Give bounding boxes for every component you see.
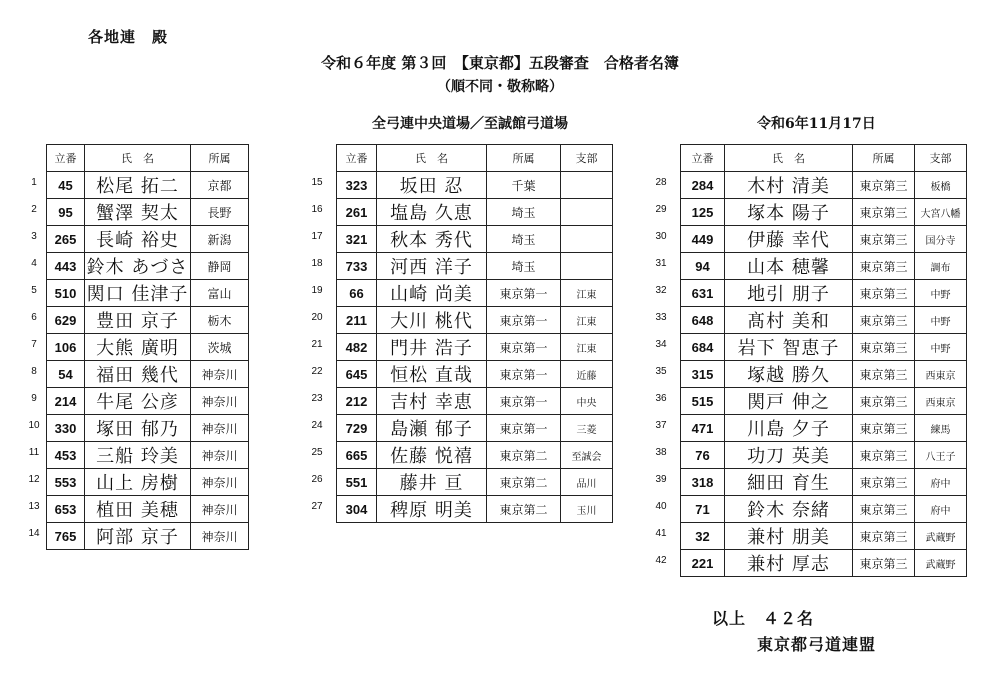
row-index: 34 [655,339,667,350]
cell-number: 551 [337,469,377,496]
cell-branch: 中野 [915,307,967,334]
cell-name: 三船 玲美 [85,442,191,469]
table-row [681,415,967,442]
cell-branch [561,199,613,226]
cell-number: 212 [337,388,377,415]
cell-number: 729 [337,415,377,442]
row-index: 15 [311,177,323,188]
row-index: 41 [655,528,667,539]
cell-affiliation: 東京第一 [487,415,561,442]
cell-affiliation: 茨城 [191,334,249,361]
table-row [681,523,967,550]
cell-branch: 玉川 [561,496,613,523]
cell-number: 648 [681,307,725,334]
cell-number: 629 [47,307,85,334]
cell-affiliation: 東京第一 [487,307,561,334]
column-header-branch: 支部 [561,145,613,172]
cell-affiliation: 神奈川 [191,388,249,415]
table-row [337,415,613,442]
cell-branch: 江東 [561,334,613,361]
cell-affiliation: 東京第三 [853,199,915,226]
row-index: 11 [28,447,40,458]
cell-name: 松尾 拓二 [85,172,191,199]
cell-name: 門井 浩子 [377,334,487,361]
table-row [681,334,967,361]
cell-affiliation: 東京第一 [487,280,561,307]
row-index: 6 [31,312,37,323]
document-subtitle: （順不同・敬称略） [437,79,563,95]
cell-number: 71 [681,496,725,523]
cell-branch: 品川 [561,469,613,496]
row-index: 40 [655,501,667,512]
row-index: 19 [311,285,323,296]
row-index: 8 [31,366,37,377]
row-index: 12 [28,474,40,485]
roster-table-1 [46,144,249,550]
row-index: 33 [655,312,667,323]
cell-branch: 江東 [561,307,613,334]
cell-branch: 中央 [561,388,613,415]
table-row [337,388,613,415]
table-row [681,550,967,577]
table-row [47,523,249,550]
cell-affiliation: 東京第一 [487,334,561,361]
cell-affiliation: 神奈川 [191,523,249,550]
organization-name: 東京都弓道連盟 [757,635,877,654]
cell-number: 318 [681,469,725,496]
row-index: 20 [311,312,323,323]
cell-name: 兼村 厚志 [725,550,853,577]
exam-date: 令和6年11月17日 [757,116,876,132]
table-row [47,280,249,307]
cell-name: 植田 美穂 [85,496,191,523]
cell-affiliation: 神奈川 [191,496,249,523]
cell-name: 吉村 幸恵 [377,388,487,415]
table-row [47,469,249,496]
cell-branch: 三菱 [561,415,613,442]
row-index: 27 [311,501,323,512]
document-title: 令和６年度 第３回 【東京都】五段審査 合格者名簿 [321,54,679,72]
cell-branch [561,172,613,199]
table-row [47,415,249,442]
cell-affiliation: 千葉 [487,172,561,199]
table-row [681,307,967,334]
column-header-number: 立番 [337,145,377,172]
cell-number: 54 [47,361,85,388]
cell-name: 塚本 陽子 [725,199,853,226]
table-row [47,442,249,469]
cell-number: 510 [47,280,85,307]
cell-affiliation: 東京第三 [853,442,915,469]
cell-branch: 近藤 [561,361,613,388]
cell-affiliation: 東京第三 [853,253,915,280]
cell-number: 665 [337,442,377,469]
cell-number: 265 [47,226,85,253]
cell-branch: 国分寺 [915,226,967,253]
table-row [337,199,613,226]
cell-affiliation: 東京第二 [487,442,561,469]
table-row [681,442,967,469]
cell-affiliation: 東京第一 [487,388,561,415]
cell-branch: 西東京 [915,361,967,388]
cell-number: 94 [681,253,725,280]
cell-affiliation: 京都 [191,172,249,199]
cell-number: 32 [681,523,725,550]
cell-name: 佐藤 悦禧 [377,442,487,469]
table-row [681,226,967,253]
cell-number: 453 [47,442,85,469]
table-row [47,172,249,199]
cell-affiliation: 東京第三 [853,334,915,361]
cell-branch: 西東京 [915,388,967,415]
row-index: 7 [31,339,37,350]
cell-name: 藤井 亘 [377,469,487,496]
table-row [681,361,967,388]
cell-affiliation: 神奈川 [191,361,249,388]
cell-affiliation: 東京第一 [487,361,561,388]
row-index: 10 [28,420,40,431]
cell-name: 河西 洋子 [377,253,487,280]
cell-branch: 中野 [915,280,967,307]
cell-affiliation: 新潟 [191,226,249,253]
row-index: 5 [31,285,37,296]
cell-name: 細田 育生 [725,469,853,496]
cell-name: 兼村 朋美 [725,523,853,550]
table-row [337,280,613,307]
row-index: 17 [311,231,323,242]
cell-number: 304 [337,496,377,523]
row-index: 22 [311,366,323,377]
cell-affiliation: 東京第二 [487,496,561,523]
cell-number: 211 [337,307,377,334]
cell-number: 76 [681,442,725,469]
cell-affiliation: 東京第三 [853,280,915,307]
cell-number: 323 [337,172,377,199]
cell-branch: 武蔵野 [915,550,967,577]
cell-number: 443 [47,253,85,280]
cell-number: 106 [47,334,85,361]
cell-affiliation: 東京第三 [853,523,915,550]
row-index: 31 [655,258,667,269]
table-row [47,388,249,415]
cell-branch: 調布 [915,253,967,280]
cell-affiliation: 東京第三 [853,307,915,334]
table-header-row [681,145,967,172]
cell-branch: 府中 [915,496,967,523]
cell-affiliation: 東京第三 [853,496,915,523]
row-index: 25 [311,447,323,458]
row-index: 30 [655,231,667,242]
cell-name: 長崎 裕史 [85,226,191,253]
table-header-row [47,145,249,172]
cell-name: 功刀 英美 [725,442,853,469]
row-index: 9 [31,393,37,404]
cell-number: 261 [337,199,377,226]
table-row [681,388,967,415]
cell-affiliation: 静岡 [191,253,249,280]
cell-name: 鈴木 奈緒 [725,496,853,523]
cell-number: 645 [337,361,377,388]
cell-name: 地引 朋子 [725,280,853,307]
row-index: 16 [311,204,323,215]
cell-affiliation: 神奈川 [191,442,249,469]
table-row [337,442,613,469]
cell-name: 島瀬 郁子 [377,415,487,442]
total-count: 以上 ４２名 [712,609,815,628]
cell-name: 蟹澤 契太 [85,199,191,226]
cell-name: 秋本 秀代 [377,226,487,253]
column-header-affiliation: 所属 [487,145,561,172]
cell-affiliation: 東京第三 [853,226,915,253]
row-index: 39 [655,474,667,485]
row-index: 3 [31,231,37,242]
cell-number: 653 [47,496,85,523]
table-row [47,199,249,226]
table-row [337,496,613,523]
table-row [47,307,249,334]
cell-branch: 板橋 [915,172,967,199]
table-row [337,361,613,388]
cell-number: 631 [681,280,725,307]
cell-number: 214 [47,388,85,415]
cell-number: 125 [681,199,725,226]
cell-name: 山本 穂馨 [725,253,853,280]
cell-name: 大川 桃代 [377,307,487,334]
cell-affiliation: 埼玉 [487,253,561,280]
column-header-number: 立番 [681,145,725,172]
cell-affiliation: 長野 [191,199,249,226]
cell-branch: 江東 [561,280,613,307]
cell-name: 髙村 美和 [725,307,853,334]
column-header-branch: 支部 [915,145,967,172]
cell-affiliation: 東京第三 [853,550,915,577]
row-index: 18 [311,258,323,269]
table-row [681,280,967,307]
cell-number: 45 [47,172,85,199]
cell-name: 牛尾 公彦 [85,388,191,415]
cell-branch [561,226,613,253]
cell-affiliation: 東京第三 [853,388,915,415]
row-index: 24 [311,420,323,431]
cell-name: 塚田 郁乃 [85,415,191,442]
row-index: 37 [655,420,667,431]
cell-branch: 練馬 [915,415,967,442]
row-index: 28 [655,177,667,188]
cell-number: 284 [681,172,725,199]
cell-name: 豊田 京子 [85,307,191,334]
table-row [337,253,613,280]
table-row [337,172,613,199]
table-row [681,253,967,280]
cell-affiliation: 東京第三 [853,415,915,442]
cell-affiliation: 神奈川 [191,469,249,496]
cell-name: 大熊 廣明 [85,334,191,361]
column-header-name: 氏 名 [85,145,191,172]
column-header-affiliation: 所属 [853,145,915,172]
table-row [47,496,249,523]
row-index: 23 [311,393,323,404]
cell-branch: 大宮八幡 [915,199,967,226]
table-row [47,361,249,388]
roster-table-2 [336,144,613,523]
cell-number: 515 [681,388,725,415]
cell-name: 関戸 伸之 [725,388,853,415]
table-header-row [337,145,613,172]
cell-affiliation: 栃木 [191,307,249,334]
cell-number: 471 [681,415,725,442]
column-header-affiliation: 所属 [191,145,249,172]
row-index: 13 [28,501,40,512]
cell-number: 765 [47,523,85,550]
cell-name: 稗原 明美 [377,496,487,523]
cell-number: 449 [681,226,725,253]
table-row [47,226,249,253]
cell-affiliation: 神奈川 [191,415,249,442]
cell-name: 恒松 直哉 [377,361,487,388]
cell-name: 塚越 勝久 [725,361,853,388]
cell-name: 阿部 京子 [85,523,191,550]
cell-number: 684 [681,334,725,361]
cell-name: 木村 清美 [725,172,853,199]
row-index: 38 [655,447,667,458]
row-index: 29 [655,204,667,215]
cell-number: 66 [337,280,377,307]
cell-branch: 至誠会 [561,442,613,469]
cell-branch: 八王子 [915,442,967,469]
cell-affiliation: 東京第三 [853,172,915,199]
cell-affiliation: 東京第二 [487,469,561,496]
cell-name: 岩下 智恵子 [725,334,853,361]
cell-number: 553 [47,469,85,496]
cell-branch: 中野 [915,334,967,361]
cell-affiliation: 埼玉 [487,226,561,253]
table-row [337,307,613,334]
table-row [337,334,613,361]
row-index: 42 [655,555,667,566]
column-header-name: 氏 名 [377,145,487,172]
cell-number: 95 [47,199,85,226]
venue: 全弓連中央道場／至誠館弓道場 [372,116,568,132]
cell-affiliation: 富山 [191,280,249,307]
cell-number: 330 [47,415,85,442]
table-row [47,334,249,361]
cell-affiliation: 東京第三 [853,361,915,388]
cell-number: 482 [337,334,377,361]
cell-affiliation: 埼玉 [487,199,561,226]
cell-name: 福田 幾代 [85,361,191,388]
cell-number: 321 [337,226,377,253]
cell-name: 伊藤 幸代 [725,226,853,253]
table-row [681,469,967,496]
cell-branch: 府中 [915,469,967,496]
column-header-name: 氏 名 [725,145,853,172]
table-row [681,496,967,523]
cell-name: 川島 夕子 [725,415,853,442]
cell-number: 733 [337,253,377,280]
row-index: 4 [31,258,37,269]
cell-number: 315 [681,361,725,388]
row-index: 36 [655,393,667,404]
cell-name: 鈴木 あづさ [85,253,191,280]
cell-name: 関口 佳津子 [85,280,191,307]
column-header-number: 立番 [47,145,85,172]
cell-affiliation: 東京第三 [853,469,915,496]
cell-name: 塩島 久恵 [377,199,487,226]
cell-branch: 武蔵野 [915,523,967,550]
addressee: 各地連 殿 [88,28,169,46]
table-row [337,226,613,253]
table-row [681,199,967,226]
cell-name: 山上 房樹 [85,469,191,496]
cell-number: 221 [681,550,725,577]
cell-branch [561,253,613,280]
table-row [681,172,967,199]
row-index: 14 [28,528,40,539]
table-row [337,469,613,496]
row-index: 35 [655,366,667,377]
cell-name: 坂田 忍 [377,172,487,199]
row-index: 26 [311,474,323,485]
table-row [47,253,249,280]
row-index: 2 [31,204,37,215]
roster-table-3 [680,144,967,577]
cell-name: 山崎 尚美 [377,280,487,307]
row-index: 21 [311,339,323,350]
row-index: 1 [31,177,37,188]
row-index: 32 [655,285,667,296]
